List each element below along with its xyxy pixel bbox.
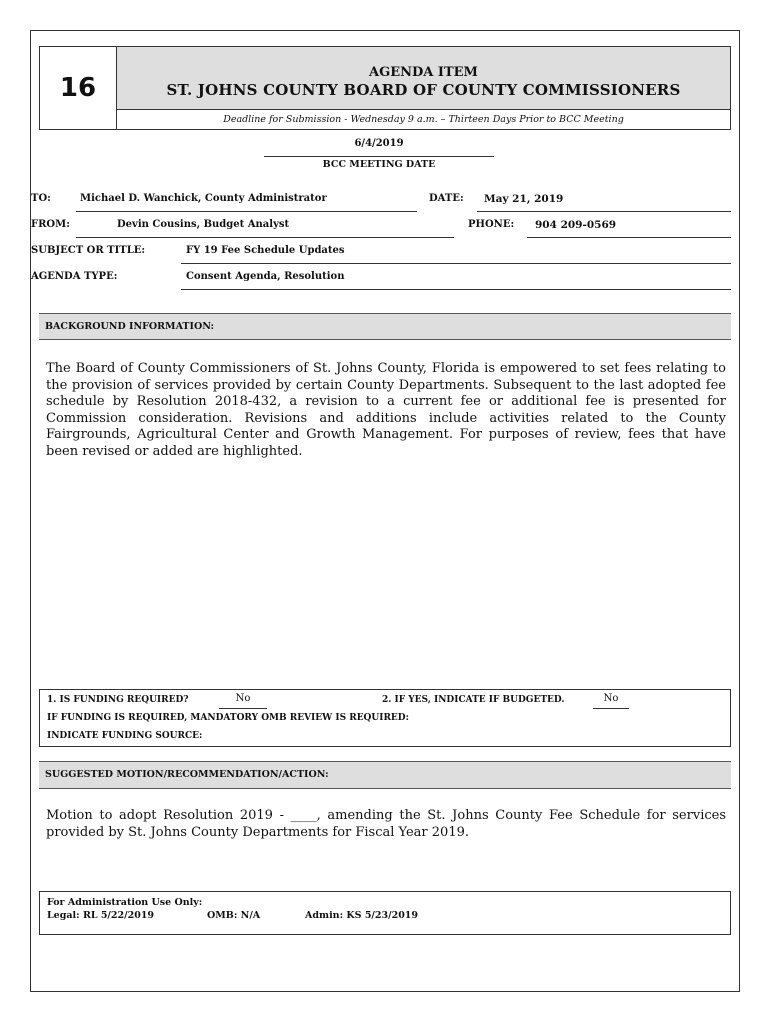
omb-review-note: IF FUNDING IS REQUIRED, MANDATORY OMB REVIEW IS REQUIRED: [47, 713, 409, 723]
agenda-type-label: AGENDA TYPE: [31, 271, 118, 282]
funding-required-label: 1. IS FUNDING REQUIRED? [47, 695, 189, 705]
funding-box [39, 689, 731, 747]
date-label: DATE: [429, 193, 464, 204]
phone-value: 904 209-0569 [535, 219, 617, 231]
subject-value: FY 19 Fee Schedule Updates [186, 245, 345, 256]
motion-text: Motion to adopt Resolution 2019 - ____, amending the St. Johns County Fee Schedule for services provided by St. Johns County Departments for Fiscal Year 2019. [46, 808, 726, 840]
subject-label: SUBJECT OR TITLE: [31, 245, 146, 256]
agenda-page [30, 30, 740, 992]
motion-heading: SUGGESTED MOTION/RECOMMENDATION/ACTION: [39, 761, 731, 789]
budgeted-value: No [603, 693, 619, 704]
board-name: ST. JOHNS COUNTY BOARD OF COUNTY COMMISSIONERS [166, 81, 681, 99]
funding-required-value: No [235, 693, 251, 704]
legal-signoff: Legal: RL 5/22/2019 [47, 910, 155, 921]
to-rule [76, 211, 417, 212]
admin-heading: For Administration Use Only: [47, 897, 203, 908]
date-rule [477, 211, 731, 212]
agenda-title-block [117, 47, 730, 110]
phone-label: PHONE: [468, 219, 515, 230]
budgeted-label: 2. IF YES, INDICATE IF BUDGETED. [382, 695, 565, 705]
from-label: FROM: [31, 219, 70, 230]
omb-signoff: OMB: N/A [207, 910, 261, 921]
to-label: TO: [31, 193, 51, 204]
admin-signoff: Admin: KS 5/23/2019 [305, 910, 419, 921]
meeting-date-label: BCC MEETING DATE [322, 159, 436, 170]
budgeted-rule [593, 708, 629, 709]
agenda-type-rule [181, 289, 731, 290]
meeting-date-rule [264, 156, 494, 157]
from-rule [76, 237, 454, 238]
agenda-type-value: Consent Agenda, Resolution [186, 271, 345, 282]
funding-required-rule [219, 708, 267, 709]
agenda-item-number: 16 [40, 47, 117, 129]
from-value: Devin Cousins, Budget Analyst [117, 219, 290, 230]
agenda-header [39, 46, 731, 130]
agenda-item-heading: AGENDA ITEM [369, 65, 478, 80]
phone-rule [527, 237, 731, 238]
to-value: Michael D. Wanchick, County Administrator [80, 193, 327, 204]
subject-rule [181, 263, 731, 264]
date-value: May 21, 2019 [484, 193, 564, 205]
background-text: The Board of County Commissioners of St. Johns County, Florida is empowered to set fees relating to the provision of services provided by certain County Departments. Subsequent to the last adopted fee schedule by Resolution 2018-432, a revision to a current fee or additional fee is presented for Commission consideration. Revisions and additions include activities related to the County Fairgrounds, Agricultural Center and Growth Management. For purposes of review, fees that have been revised or added are highlighted. [46, 361, 726, 459]
deadline-note: Deadline for Submission - Wednesday 9 a.m. – Thirteen Days Prior to BCC Meeting [223, 114, 624, 125]
meeting-date: 6/4/2019 [354, 138, 404, 149]
funding-source-label: INDICATE FUNDING SOURCE: [47, 731, 203, 741]
admin-box [39, 891, 731, 935]
background-heading: BACKGROUND INFORMATION: [39, 313, 731, 340]
